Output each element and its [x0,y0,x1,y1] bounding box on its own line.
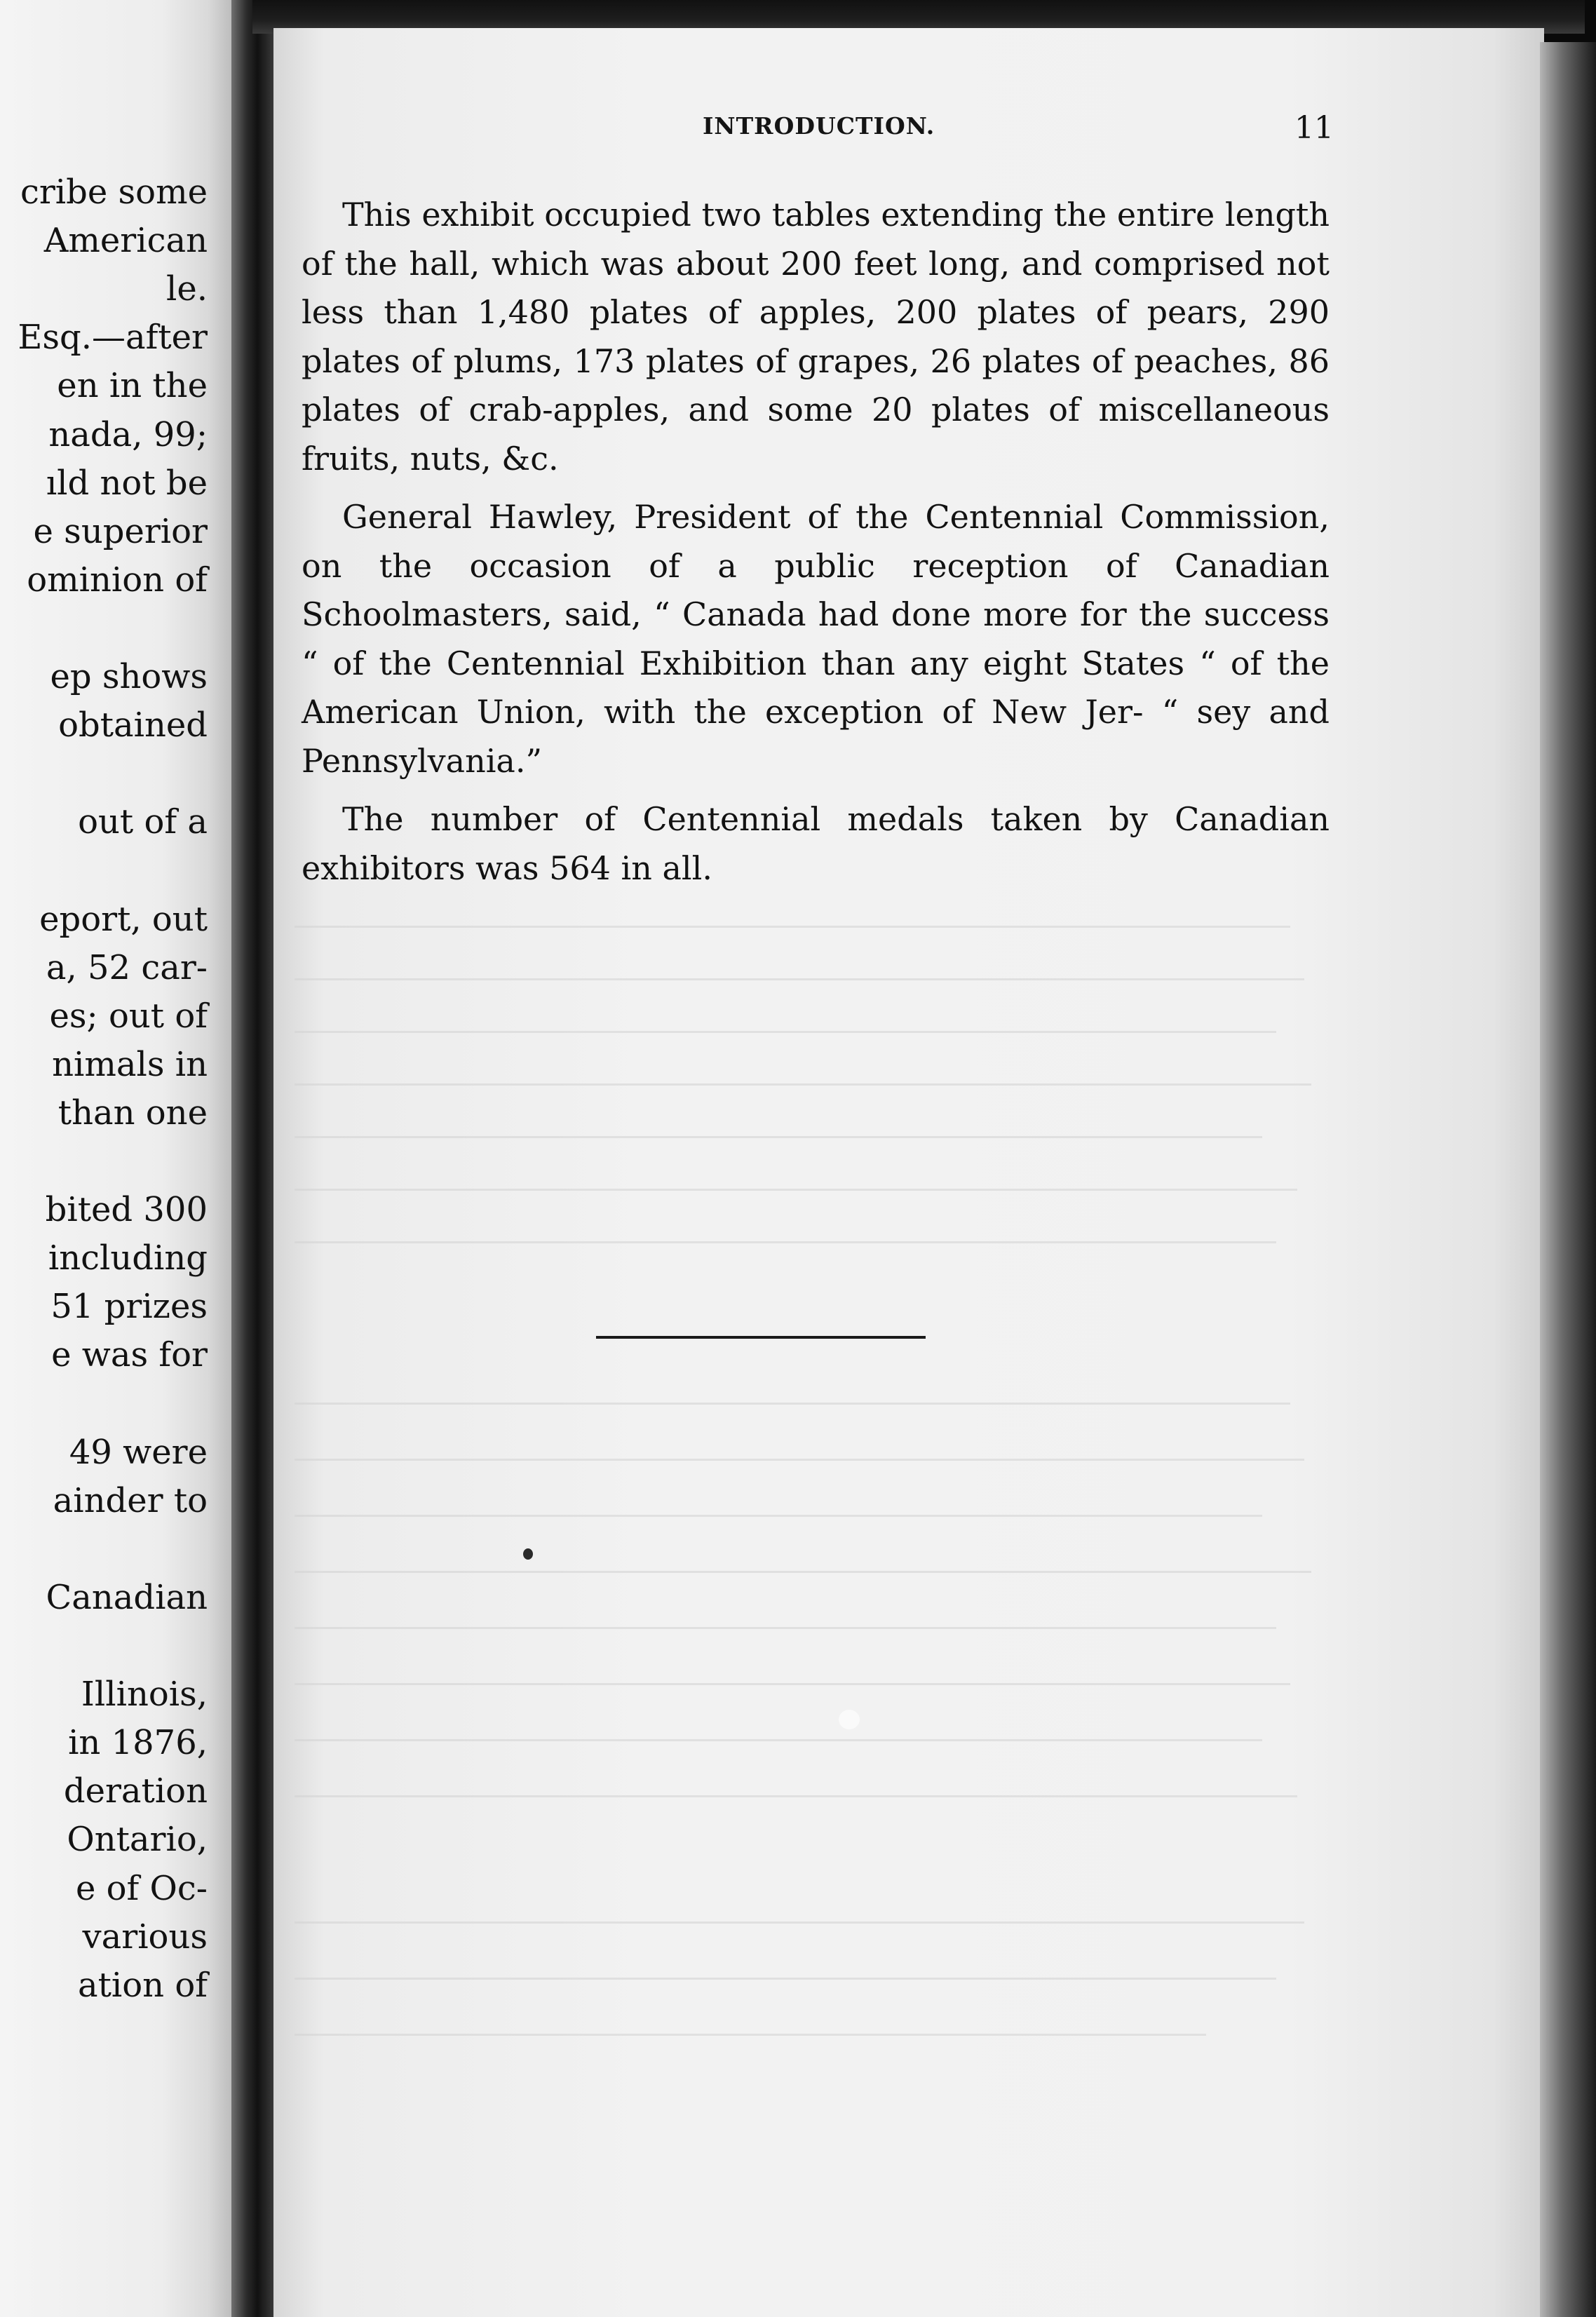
bleed-through-line [295,1739,1262,1741]
bleed-through-line [295,1978,1276,1980]
previous-page-line: Illinois, [81,1675,208,1715]
bleed-through-line [295,1136,1262,1138]
previous-page-line: 49 were [69,1432,208,1472]
previous-page-line: including [48,1238,208,1278]
previous-page-line: eport, out [39,899,208,939]
previous-page-line: bited 300 [45,1190,208,1230]
previous-page-line: 51 prizes [50,1287,208,1327]
paragraph-medals: The number of Centennial medals taken by Canadian exhibitors was 564 in all. [302,800,1330,887]
previous-page-line: Ontario, [67,1820,208,1860]
bleed-through-line [295,2034,1206,2036]
previous-page-line: various [82,1917,208,1957]
section-divider [596,1336,926,1339]
previous-page-line: a, 52 car- [46,947,208,987]
previous-page-line: Esq.—after [18,318,208,358]
previous-page-line: deration [63,1771,208,1811]
previous-page-edge [0,0,231,2317]
previous-page-line: ominion of [27,560,208,600]
previous-page-line: in 1876, [68,1723,208,1763]
body-text [302,191,1330,903]
scan-speck [523,1548,533,1560]
bleed-through-line [295,1515,1262,1517]
bleed-through-line [295,1795,1297,1797]
previous-page-line: e superior [33,511,208,551]
bleed-through-line [295,1683,1290,1685]
previous-page-line: American [43,221,208,261]
bleed-through-line [295,926,1290,928]
previous-page-line: ainder to [53,1480,208,1520]
previous-page-line: e was for [51,1335,208,1375]
previous-page-line: than one [58,1093,208,1133]
previous-page-line: Canadian [46,1577,208,1617]
paragraph-exhibit: This exhibit occupied two tables extending the entire length of the hall, which was about 200 feet long, and comprised not less than 1,480 plates of apples, 200 plates of pears, 290 plates of plums, 173 plates of grapes, 26 plates of peaches, 86 plates of crab-apples, and some 20 plates of miscellaneous fruits, nuts, &c. [302,196,1330,478]
book-gutter [231,0,275,2317]
bleed-through-line [295,1083,1311,1086]
bleed-through-line [295,978,1304,980]
bleed-through-line [295,1031,1276,1033]
previous-page-line: obtained [58,705,208,745]
previous-page-line: ation of [78,1965,208,2005]
previous-page-line: cribe some [20,173,208,212]
previous-page-line: nada, 99; [48,414,208,454]
previous-page-line: e of Oc- [75,1868,208,1908]
bleed-through-line [295,1189,1297,1191]
previous-page-line: ep shows [50,657,208,696]
page-right-edge [1540,42,1596,2317]
bleed-through-line [295,1571,1311,1573]
bleed-through-line [295,1241,1276,1243]
scan-speck [839,1710,860,1729]
bleed-through-line [295,1627,1276,1629]
previous-page-line: le. [165,269,208,309]
running-head: INTRODUCTION. [703,112,935,140]
page-number: 11 [1294,110,1334,146]
previous-page-line: ıld not be [46,463,208,503]
previous-page-line: nimals in [52,1044,208,1084]
paragraph-hawley-quote: General Hawley, President of the Centennial Commission, on the occasion of a public reception of Canadian Schoolmasters, said, “ Canada had done more for the success “ of the Centennial Exhibition than any eight States “ of the American Union, with the exception of New Jer- “ sey and Pennsylvania.” [302,498,1330,780]
bleed-through-line [295,1459,1304,1461]
bleed-through-line [295,1921,1304,1924]
previous-page-line: en in the [57,366,208,406]
bleed-through-line [295,1403,1290,1405]
previous-page-line: es; out of [49,996,208,1036]
previous-page-line: out of a [78,802,208,842]
